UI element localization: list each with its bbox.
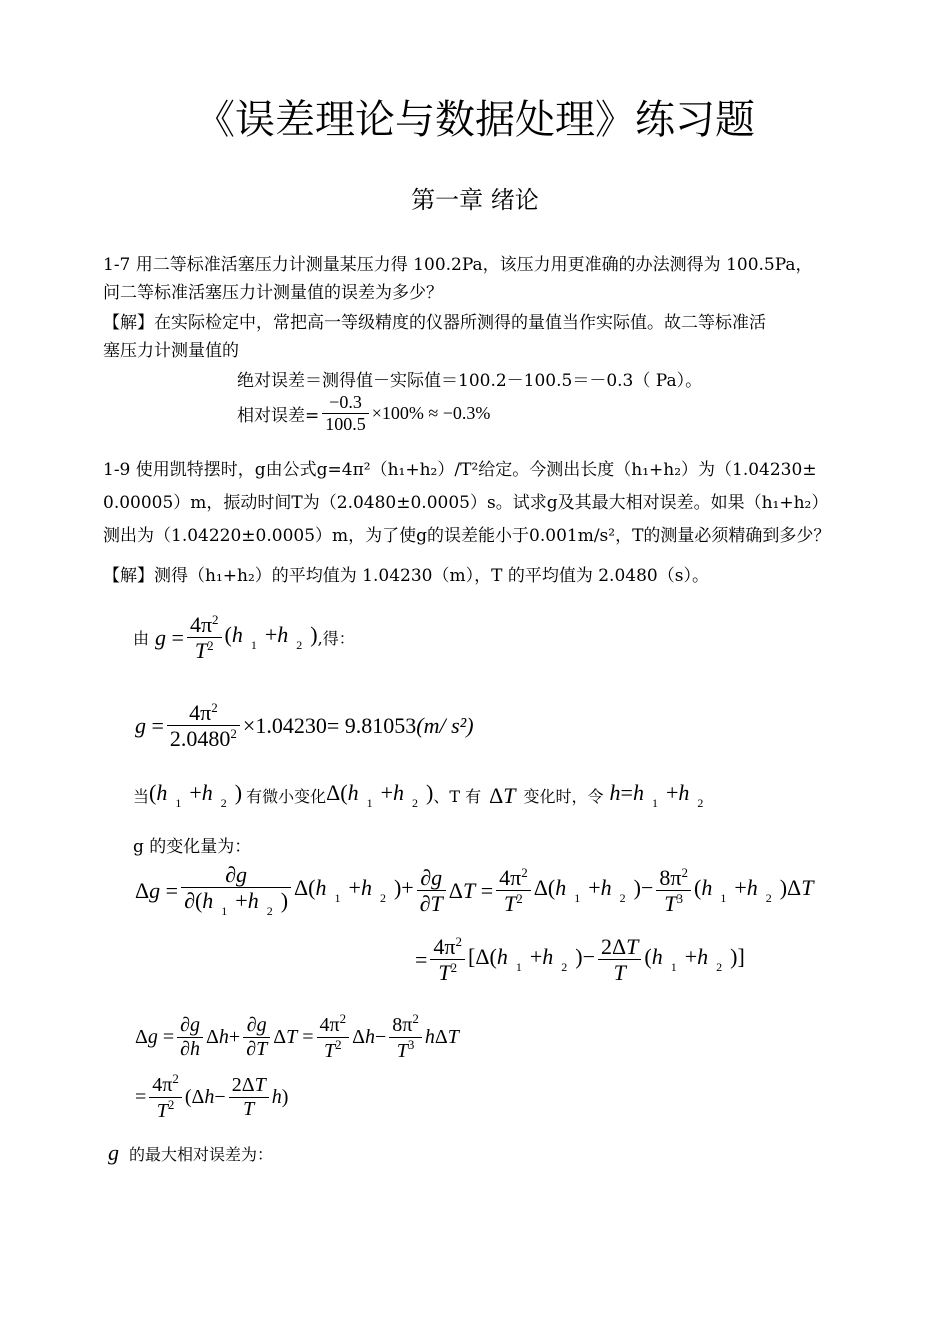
relative-error-denominator: 100.5 [325,413,366,434]
relative-error-label: 相对误差= [237,405,320,426]
solution-1-7-line2: 塞压力计测量值的 [103,341,239,361]
problem-1-9-line1: 1-9 使用凯特摆时，g由公式g=4π²（h₁+h₂）/T²给定。今测出长度（h₁+h₂）为（1.04230± [103,460,817,480]
g-change-label: g 的变化量为： [133,837,252,857]
relative-error-tail: ×100% ≈ −0.3% [371,402,491,423]
problem-1-7-line1: 1-7 用二等标准活塞压力计测量某压力得 100.2Pa，该压力用更准确的办法测得为 100.5Pa， [103,255,813,275]
formula-fraction: $\frac{4\pi^2}{T^2}$ [187,612,222,664]
delta-g-equation-3: Δg = $\frac{\partial g}{\partial h}$ Δh+ $\frac{\partial g}{\partial T}$ ΔT = $\frac{4\pi^2}{T^2}$ Δh− $\frac{8\pi^2}{T^3}$ hΔT [135,1011,459,1062]
numeric-unit: (m/ s²) [416,712,474,738]
relative-error-line [237,392,490,434]
formula-g-numeric: g = $\frac{4\pi^2}{2.0480^2}$ ×1.04230= 9.81053 (m/ s²) [135,700,474,752]
delta-g-equation-1: Δg = $\frac{\partial g}{\partial(h _1 +h _2 )}$ Δ(h $_1$ +h $_2$ )+ $\frac{\partial g}{\partial T}$ ΔT = $\frac{4\pi^2}{T^2}$ Δ(h $_1$ +h $_2$ )− $\frac{8\pi^2}{T^3}$ (h $_1$ +h $_2$ )ΔT [135,862,814,919]
absolute-error-line: 绝对误差＝测得值－实际值＝100.2－100.5＝－0.3（ Pa）。 [237,371,703,391]
delta-g-equation-2: = $\frac{4\pi^2}{T^2}$ [Δ(h $_1$ +h $_2$ )− $\frac{2\Delta T}{T}$ (h $_1$ +h $_2$ )] [415,934,745,986]
problem-1-9-line3: 测出为（1.04220±0.0005）m，为了使g的误差能小于0.001m/s²，T的测量必须精确到多少？ [103,526,831,546]
problem-1-9-line2: 0.00005）m，振动时间T为（2.0480±0.0005）s。试求g及其最大相对误差。如果（h₁+h₂） [103,493,829,513]
formula-from-label: 由 [133,629,150,649]
numeric-result: ×1.04230= 9.81053 [242,712,417,738]
max-relative-error-label: g 的最大相对误差为： [108,1140,274,1165]
small-change-line: 当 (h $_1$ +h $_2$ ) 有微小变化 Δ(h $_1$ +h $_2$ ) 、T 有 ΔT 变化时，令 h=h $_1$ +h $_2$ [133,780,704,810]
relative-error-numerator: −0.3 [322,392,369,414]
solution-1-9-line1: 【解】测得（h₁+h₂）的平均值为 1.04230（m），T 的平均值为 2.0480（s）。 [103,566,709,586]
numeric-fraction: $\frac{4\pi^2}{2.0480^2}$ [167,700,240,752]
formula-got-label: ,得： [317,629,355,649]
document-title: 《误差理论与数据处理》练习题 [195,97,755,143]
chapter-heading: 第一章 绪论 [411,186,539,214]
formula-g-definition: 由 g = $\frac{4\pi^2}{T^2}$ (h $_1$ +h $_2$ ) ,得： [133,612,355,664]
delta-g-equation-4: = $\frac{4\pi^2}{T^2}$ (Δh− $\frac{2\Delta T}{T}$ h) [135,1071,289,1122]
solution-1-7-line1: 【解】在实际检定中，常把高一等级精度的仪器所测得的量值当作实际值。故二等标准活 [103,313,766,333]
problem-1-7-line2: 问二等标准活塞压力计测量值的误差为多少？ [103,283,443,303]
relative-error-fraction [322,392,369,434]
